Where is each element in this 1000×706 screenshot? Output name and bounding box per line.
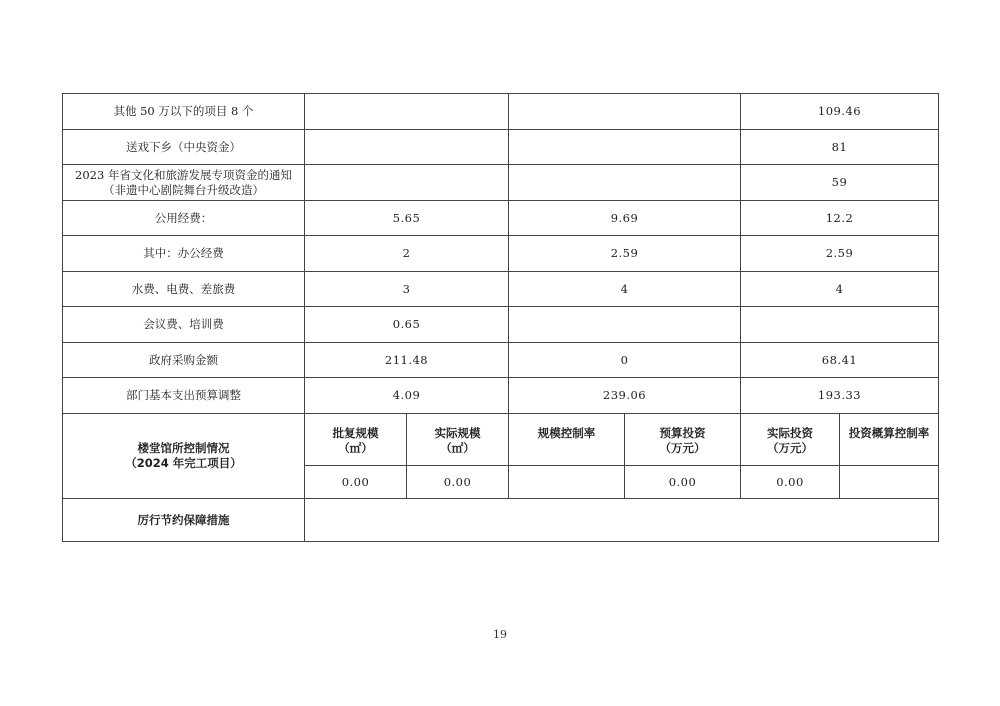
measures-value (305, 499, 939, 542)
header-actual-scale: 实际规模 （㎡） (407, 414, 509, 466)
value-cell: 0.00 (407, 466, 509, 499)
table-row (63, 130, 939, 165)
row-label-line1: 2023 年省文化和旅游发展专项资金的通知 (75, 167, 292, 182)
value-cell: 2.59 (509, 236, 741, 272)
row-label (63, 165, 305, 201)
budget-table (62, 93, 939, 542)
value-cell: 59 (741, 165, 939, 201)
value-cell (305, 130, 509, 165)
value-cell: 4 (741, 272, 939, 307)
value-cell: 9.69 (509, 201, 741, 236)
building-header-row (63, 414, 939, 466)
value-cell: 0.00 (625, 466, 741, 499)
row-label-line2: （非遗中心剧院舞台升级改造） (103, 182, 264, 197)
value-cell: 0 (509, 343, 741, 378)
value-cell (741, 307, 939, 343)
value-cell: 0.65 (305, 307, 509, 343)
building-label-line1: 楼堂馆所控制情况 (137, 441, 230, 455)
building-control-label (63, 414, 305, 499)
row-label: 其中：办公经费 (63, 236, 305, 272)
table-row (63, 343, 939, 378)
value-cell (305, 165, 509, 201)
table-row (63, 378, 939, 414)
value-cell: 68.41 (741, 343, 939, 378)
header-investment-control-rate: 投资概算控制率 (840, 414, 939, 466)
row-label: 送戏下乡（中央资金） (63, 130, 305, 165)
header-approved-scale: 批复规模 （㎡） (305, 414, 407, 466)
row-label: 政府采购金额 (63, 343, 305, 378)
value-cell: 4 (509, 272, 741, 307)
table-row (63, 272, 939, 307)
table-row (63, 94, 939, 130)
building-label-line2: （2024 年完工项目） (125, 456, 242, 470)
row-label: 部门基本支出预算调整 (63, 378, 305, 414)
row-label: 水费、电费、差旅费 (63, 272, 305, 307)
value-cell: 2.59 (741, 236, 939, 272)
value-cell: 211.48 (305, 343, 509, 378)
value-cell: 4.09 (305, 378, 509, 414)
value-cell: 0.00 (305, 466, 407, 499)
table-row (63, 307, 939, 343)
row-label: 其他 50 万以下的项目 8 个 (63, 94, 305, 130)
value-cell (509, 94, 741, 130)
value-cell: 109.46 (741, 94, 939, 130)
table-row (63, 165, 939, 201)
measures-row (63, 499, 939, 542)
value-cell (509, 130, 741, 165)
table-row (63, 201, 939, 236)
value-cell: 193.33 (741, 378, 939, 414)
value-cell (509, 307, 741, 343)
value-cell: 5.65 (305, 201, 509, 236)
header-scale-control-rate: 规模控制率 (509, 414, 625, 466)
page-number: 19 (493, 628, 507, 641)
value-cell (509, 165, 741, 201)
value-cell: 81 (741, 130, 939, 165)
row-label: 公用经费： (63, 201, 305, 236)
header-actual-investment: 实际投资 （万元） (741, 414, 840, 466)
table-row (63, 236, 939, 272)
value-cell: 0.00 (741, 466, 840, 499)
row-label: 会议费、培训费 (63, 307, 305, 343)
value-cell (305, 94, 509, 130)
value-cell: 3 (305, 272, 509, 307)
value-cell: 12.2 (741, 201, 939, 236)
value-cell (509, 466, 625, 499)
header-budget-investment: 预算投资 （万元） (625, 414, 741, 466)
value-cell: 2 (305, 236, 509, 272)
value-cell: 239.06 (509, 378, 741, 414)
measures-label: 厉行节约保障措施 (63, 499, 305, 542)
value-cell (840, 466, 939, 499)
